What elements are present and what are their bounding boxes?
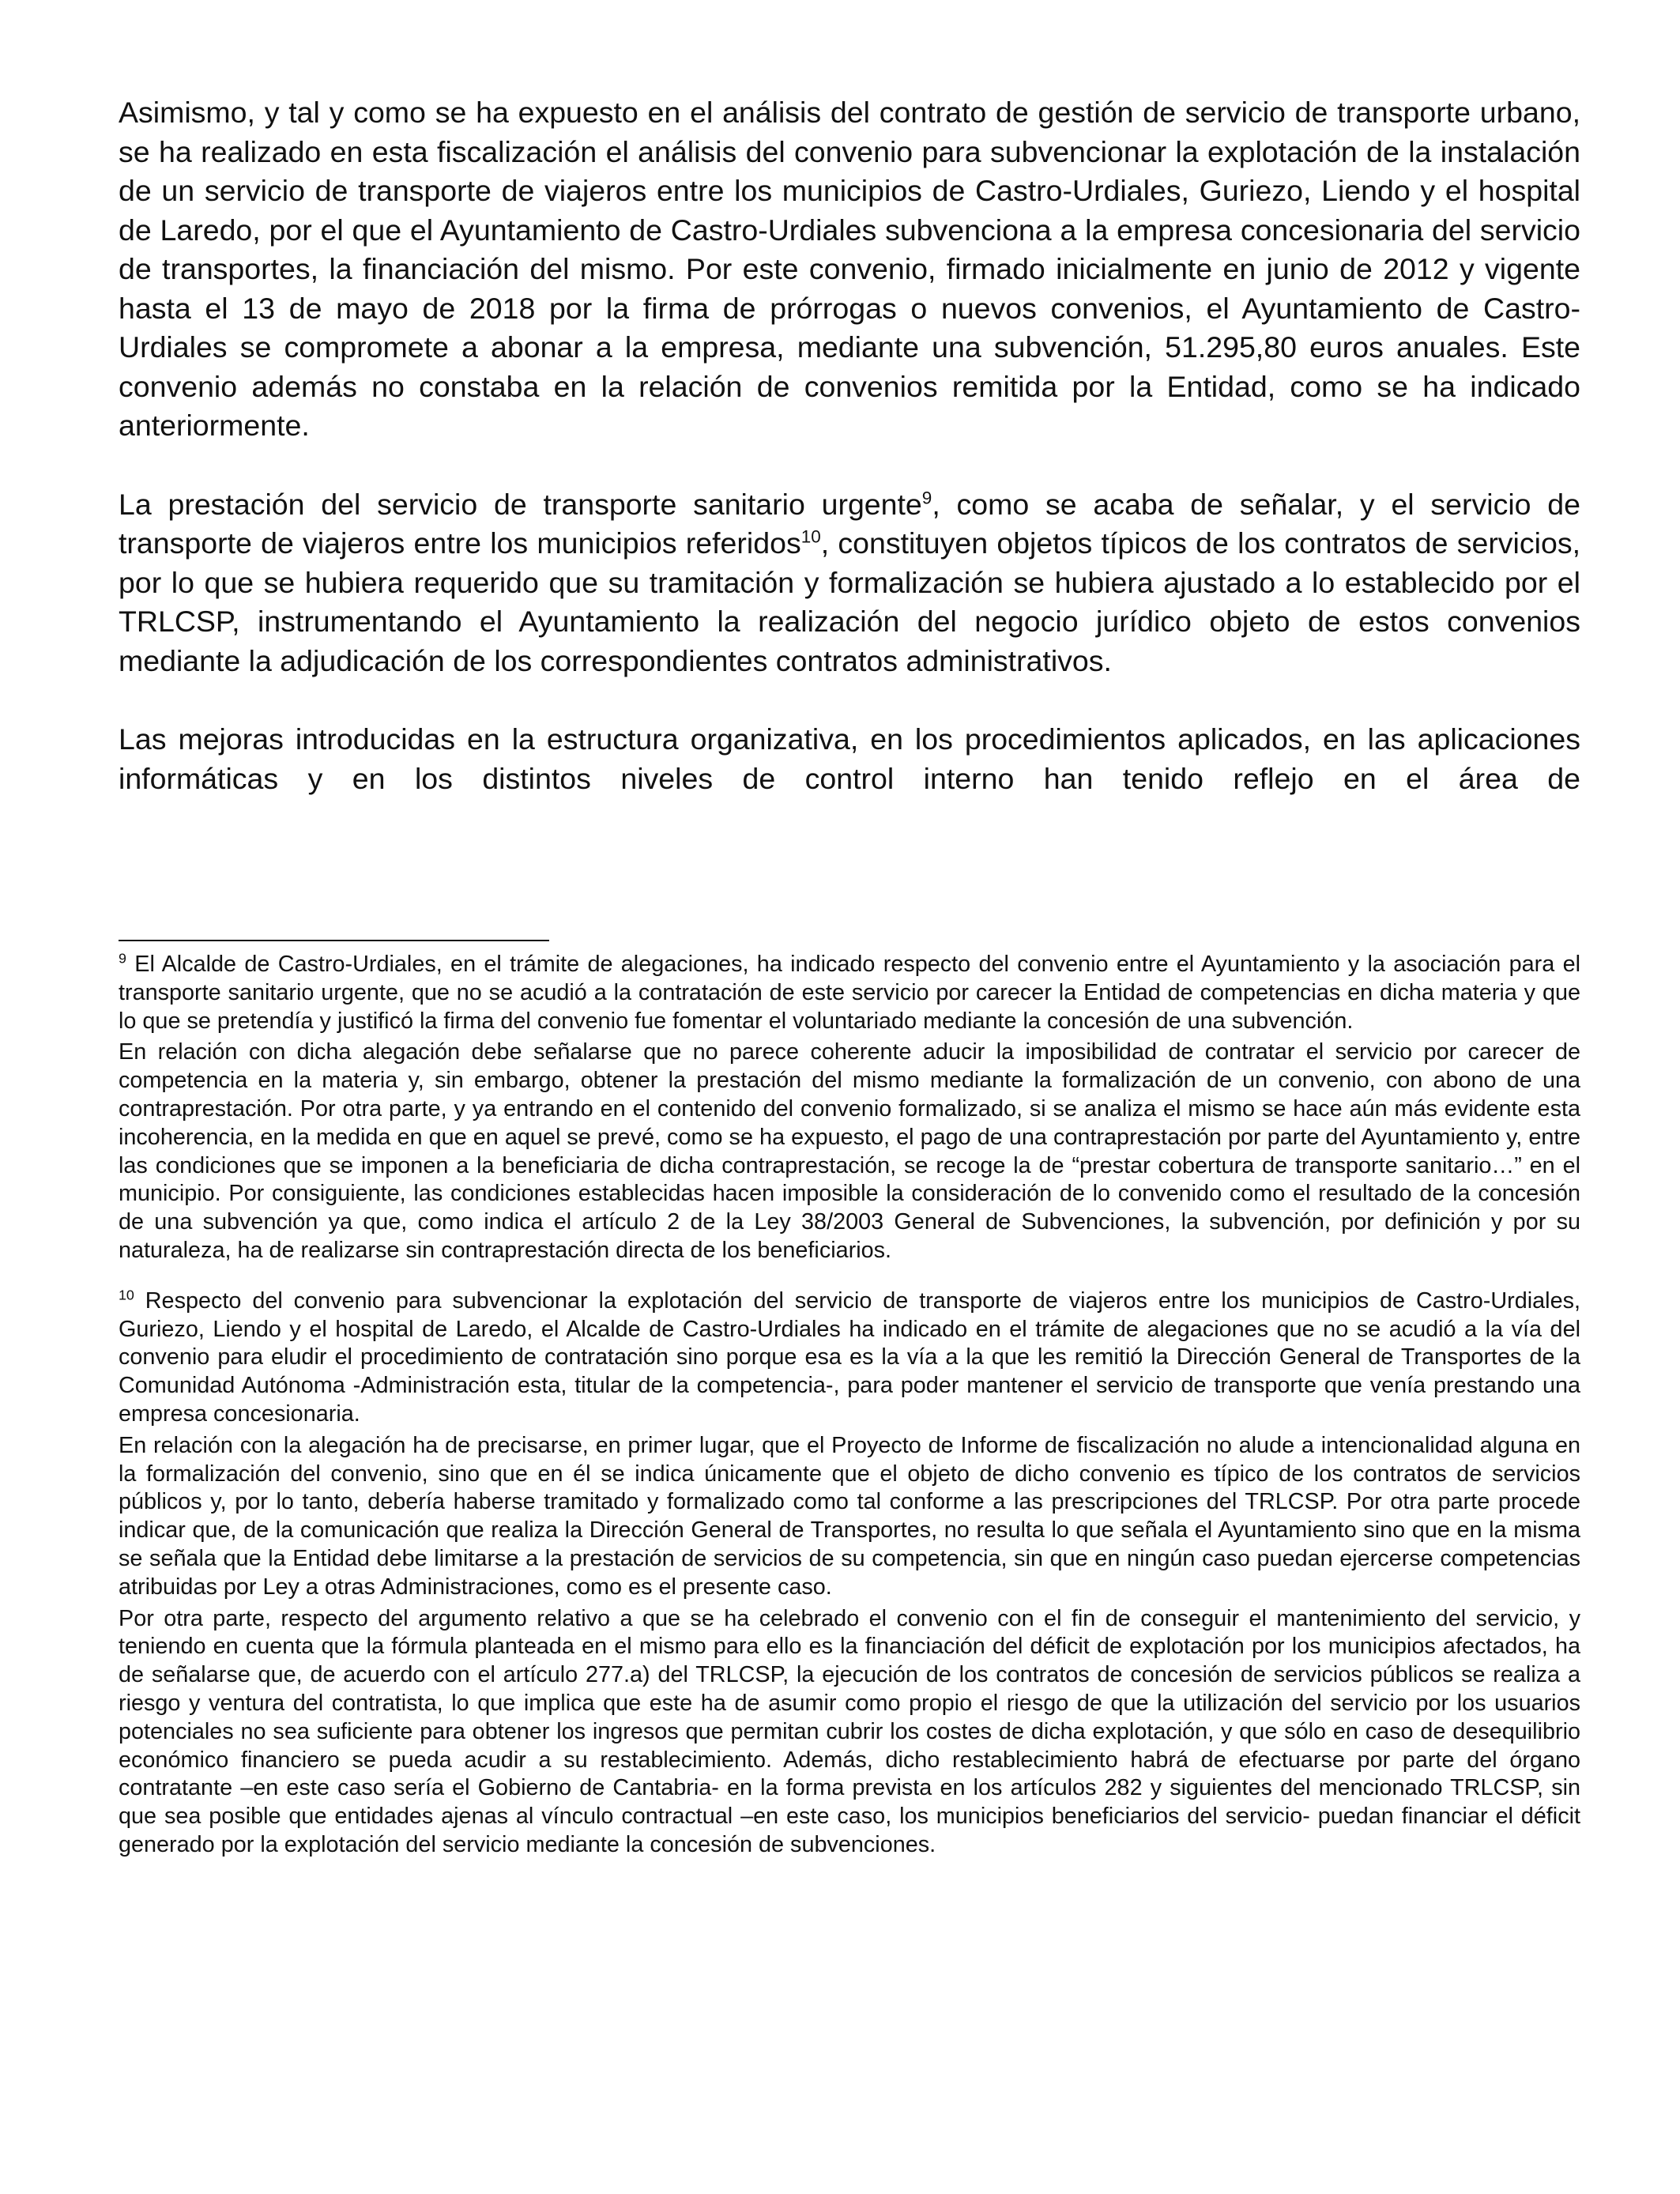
footnotes (119, 951, 1580, 1863)
footnote: $^{10}$ Respecto del convenio para subvencionar la explotación del servicio de transporte de viajeros entre los municipios de Castro-Urdiales, Guriezo, Liendo y el hospital de Laredo, el Alcalde de Castro-Urdiales ha indicado en el trámite de alegaciones que no se acudió a la vía del convenio para eludir el procedimiento de contratación sino porque esa es la vía a la que les remitió la Dirección General de Transportes de la Comunidad Autónoma -Administración esta, titular de la competencia-, para poder mantener el servicio de transporte que venía prestando una empresa concesionaria. (119, 1287, 1580, 1427)
footnote-number: 9 (119, 950, 126, 967)
body-paragraph: La prestación del servicio de transporte sanitario urgente$^9$, como se acaba de señalar, y el servicio de transporte de viajeros entre los municipios referidos$^{10}$, constituyen objetos típicos de los contratos de servicios, por lo que se hubiera requerido que su tramitación y formalización se hubiera ajustado a lo establecido por el TRLCSP, instrumentando el Ayuntamiento la realización del negocio jurídico objeto de estos convenios mediante la adjudicación de los correspondientes contratos administrativos. (119, 487, 1580, 677)
footnote-paragraph: En relación con la alegación ha de precisarse, en primer lugar, que el Proyecto de Informe de fiscalización no alude a intencionalidad alguna en la formalización del convenio, sino que en él se indica únicamente que el objeto de dicho convenio es típico de los contratos de servicios públicos y, por lo tanto, debería haberse tramitado y formalizado como tal conforme a las prescripciones del TRLCSP. Por otra parte procede indicar que, de la comunicación que realiza la Dirección General de Transportes, no resulta lo que señala el Ayuntamiento sino que en la misma se señala que la Entidad debe limitarse a la prestación de servicios de su competencia, sin que en ningún caso puedan ejercerse competencias atribuidas por Ley a otras Administraciones, como es el presente caso. (119, 1432, 1580, 1600)
body-paragraph: Las mejoras introducidas en la estructura organizativa, en los procedimientos aplicados, en las aplicaciones informáticas y en los distintos niveles de control interno han tenido reflejo en el área de (119, 722, 1580, 795)
body-text (119, 93, 1580, 838)
footnote-paragraph: En relación con dicha alegación debe señalarse que no parece coherente aducir la imposibilidad de contratar el servicio por carecer de competencia en la materia y, sin embargo, obtener la prestación del mismo mediante la formalización de un convenio, con abono de una contraprestación. Por otra parte, y ya entrando en el contenido del convenio formalizado, si se analiza el mismo se hace aún más evidente esta incoherencia, en la medida en que en aquel se prevé, como se ha expuesto, el pago de una contraprestación por parte del Ayuntamiento y, entre las condiciones que se imponen a la beneficiaria de dicha contraprestación, se recoge la de “prestar cobertura de transporte sanitario…” en el municipio. Por consiguiente, las condiciones establecidas hacen imposible la consideración de lo convenido como el resultado de la concesión de una subvención ya que, como indica el artículo 2 de la Ley 38/2003 General de Subvenciones, la subvención, por definición y por su naturaleza, ha de realizarse sin contraprestación directa de los beneficiarios. (119, 1039, 1580, 1263)
footnote-separator (119, 940, 549, 941)
footnote-number: 10 (119, 1287, 134, 1303)
footnote-ref[interactable]: 9 (921, 488, 932, 507)
body-paragraph: Asimismo, y tal y como se ha expuesto en el análisis del contrato de gestión de servicio de transporte urbano, se ha realizado en esta fiscalización el análisis del convenio para subvencionar la explotación de la instalación de un servicio de transporte de viajeros entre los municipios de Castro-Urdiales, Guriezo, Liendo y el hospital de Laredo, por el que el Ayuntamiento de Castro-Urdiales subvenciona a la empresa concesionaria del servicio de transportes, la financiación del mismo. Por este convenio, firmado inicialmente en junio de 2012 y vigente hasta el 13 de mayo de 2018 por la firma de prórrogas o nuevos convenios, el Ayuntamiento de Castro-Urdiales se compromete a abonar a la empresa, mediante una subvención, 51.295,80 euros anuales. Este convenio además no constaba en la relación de convenios remitida por la Entidad, como se ha indicado anteriormente. (119, 96, 1580, 442)
footnote-paragraph: Por otra parte, respecto del argumento relativo a que se ha celebrado el convenio con el fin de conseguir el mantenimiento del servicio, y teniendo en cuenta que la fórmula planteada en el mismo para ello es la financiación del déficit de explotación por los municipios afectados, ha de señalarse que, de acuerdo con el artículo 277.a) del TRLCSP, la ejecución de los contratos de concesión de servicios públicos se realiza a riesgo y ventura del contratista, lo que implica que este ha de asumir como propio el riesgo de que la utilización del servicio por los usuarios potenciales no sea suficiente para obtener los ingresos que permitan cubrir los costes de dicha explotación, y que sólo en caso de desequilibrio económico financiero se pueda acudir a su restablecimiento. Además, dicho restablecimiento habrá de efectuarse por parte del órgano contratante –en este caso sería el Gobierno de Cantabria- en la forma prevista en los artículos 282 y siguientes del mencionado TRLCSP, sin que sea posible que entidades ajenas al vínculo contractual –en este caso, los municipios beneficiarios del servicio- puedan financiar el déficit generado por la explotación del servicio mediante la concesión de subvenciones. (119, 1605, 1580, 1857)
footnote: $^9$ El Alcalde de Castro-Urdiales, en el trámite de alegaciones, ha indicado respecto del convenio entre el Ayuntamiento y la asociación para el transporte sanitario urgente, que no se acudió a la contratación de este servicio por carecer la Entidad de competencias en dicha materia y que lo que se pretendía y justificó la firma del convenio fue fomentar el voluntariado mediante la concesión de una subvención. (119, 950, 1580, 1034)
footnote-ref[interactable]: 10 (800, 526, 821, 547)
